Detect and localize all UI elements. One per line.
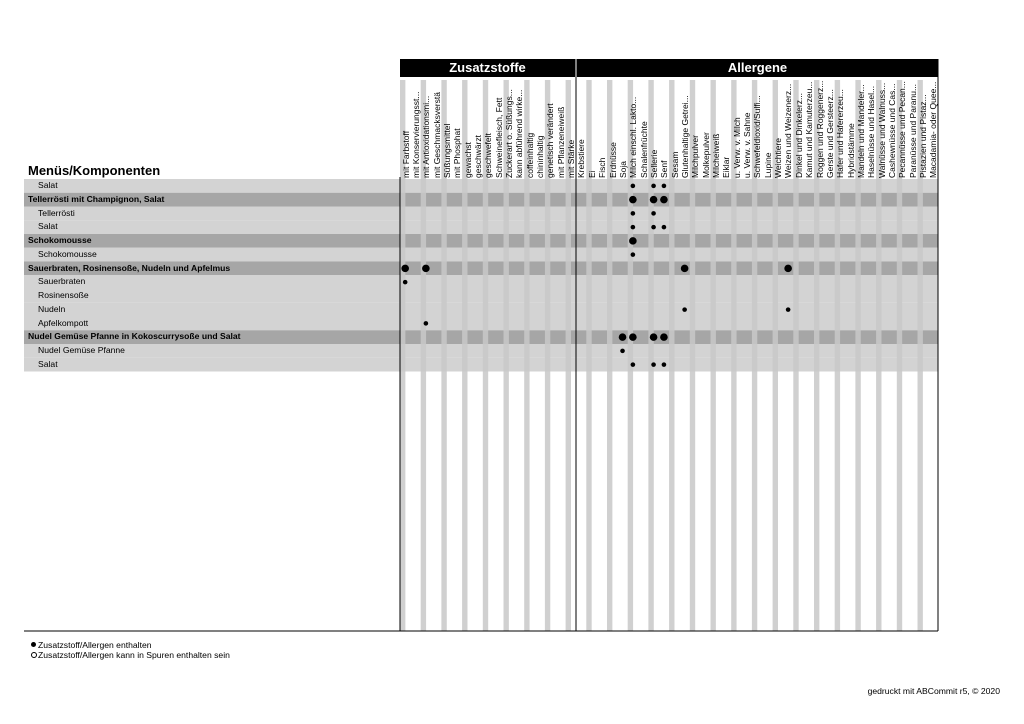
component-row-label: Sauerbraten	[38, 276, 86, 287]
column-header: mit Stärke	[566, 139, 577, 178]
column-header: kann abführend wirke...	[514, 89, 525, 178]
allergen-dot	[424, 321, 429, 326]
column-header: mit Farbstoff	[400, 130, 411, 178]
row-band	[24, 234, 938, 248]
column-header: Weichtiere	[773, 138, 784, 178]
column-header: Dinkel und Dinkelerz...	[793, 92, 804, 178]
column-header: Gerste und Gersteerz...	[824, 89, 835, 178]
filled-dot-icon	[31, 642, 36, 647]
column-header: Senf	[659, 160, 670, 178]
allergen-dot	[786, 307, 791, 312]
allergen-dot	[422, 265, 430, 273]
legend-open	[38, 650, 230, 660]
component-row-label: Salat	[38, 358, 58, 369]
column-header: Sellerie	[648, 149, 659, 178]
column-header: Weizen und Weizenerz...	[783, 83, 794, 178]
row-band	[24, 220, 938, 234]
row-band	[24, 303, 938, 317]
column-header: Pistazien und Pistaz...	[918, 94, 928, 178]
component-row-label: Schokomousse	[38, 248, 97, 259]
legend-open-text: Zusatzstoff/Allergen kann in Spuren enthalten sein	[38, 650, 230, 660]
allergen-dot	[784, 265, 792, 273]
allergen-dot	[629, 333, 637, 341]
allergen-dot	[660, 196, 668, 204]
component-row-label: Tellerrösti	[38, 207, 75, 218]
row-band	[24, 289, 938, 303]
column-header: Krebstiere	[576, 139, 587, 178]
menu-row-label: Nudel Gemüse Pfanne in Kokoscurrysoße und Salat	[28, 331, 241, 342]
column-header: Kamut und Kamuterzeu...	[804, 81, 815, 178]
column-header: geschwefelt	[483, 133, 494, 178]
column-header: Erdnüsse	[607, 142, 618, 178]
allergen-dot	[620, 349, 625, 354]
page-title: Menüs/Komponenten	[28, 163, 161, 178]
allergen-dot	[651, 184, 656, 189]
allergen-dot	[651, 225, 656, 230]
allergen-dot	[662, 225, 667, 230]
allergen-dot	[662, 184, 667, 189]
column-header: mit Geschmacksverstä	[431, 92, 442, 178]
column-header: Haselnüsse und Hasel...	[866, 85, 877, 178]
menu-row-label: Tellerrösti mit Champignon, Salat	[28, 193, 165, 204]
allergen-dot	[651, 211, 656, 216]
column-header: geschwärzt	[472, 135, 483, 178]
column-header: genetisch verändert	[545, 103, 556, 178]
column-header: Soja	[617, 160, 628, 178]
allergen-dot	[650, 196, 658, 204]
column-header: Pecannüsse und Pecan...	[897, 81, 908, 178]
row-band	[24, 358, 938, 372]
allergen-dot	[631, 211, 636, 216]
column-header: Fisch	[597, 157, 608, 178]
component-row-label: Nudel Gemüse Pfanne	[38, 345, 125, 355]
header-additives: Zusatzstoffe	[400, 59, 575, 77]
column-header: Roggen und Roggenerz...	[814, 80, 825, 178]
allergen-dot	[651, 362, 656, 367]
column-header: mit Phosphat	[452, 128, 463, 178]
column-header: u. Verw. v. Sahne	[742, 112, 753, 178]
allergen-dot	[629, 237, 637, 245]
menu-row-label: Sauerbraten, Rosinensoße, Nudeln und Apfelmus	[28, 262, 231, 273]
column-header: Lupine	[762, 152, 773, 178]
column-header: Macadamia- oder Quee...	[928, 81, 939, 178]
column-header: Sesam	[669, 151, 680, 178]
row-band	[24, 248, 938, 262]
column-header: mit Antioxidationsmi...	[421, 95, 432, 178]
legend-filled	[38, 640, 152, 650]
allergen-dot	[631, 184, 636, 189]
menu-row-label: Schokomousse	[28, 235, 92, 245]
column-header: Glutenhaltige Getrei...	[679, 95, 690, 178]
allergen-dot	[629, 196, 637, 204]
open-dot-icon	[31, 652, 37, 658]
column-header: Cashewnüsse und Cas...	[886, 83, 897, 178]
allergen-dot	[650, 333, 658, 341]
allergen-dot	[681, 265, 689, 273]
print-footer: gedruckt mit ABCommit r5, © 2020	[867, 686, 1000, 696]
column-header: Schweinefleisch, Fett	[493, 97, 504, 178]
column-header: Milcheiweiß	[711, 133, 721, 178]
allergen-dot	[403, 280, 408, 285]
column-header: Paranüsse und Paranu...	[907, 83, 918, 178]
legend-filled-text: Zusatzstoff/Allergen enthalten	[38, 640, 152, 650]
column-header: Hafer und Hafererzeu...	[835, 89, 846, 178]
column-header: Süßungsmittel	[441, 123, 452, 178]
component-row-label: Apfelkompott	[38, 317, 89, 328]
row-band	[24, 317, 938, 331]
header-allergens: Allergene	[577, 59, 938, 77]
column-header: Hybridstämme	[845, 123, 856, 178]
allergen-dot	[682, 307, 687, 312]
allergen-dot	[660, 333, 668, 341]
row-band	[24, 207, 938, 221]
allergen-dot	[631, 225, 636, 230]
column-header: Milch einschl. Lakto...	[628, 96, 639, 178]
allergen-dot	[631, 362, 636, 367]
row-band	[24, 275, 938, 289]
column-header: gewachst	[462, 142, 473, 178]
column-header: chininhaltig	[535, 135, 546, 178]
component-row-label: Salat	[38, 221, 58, 232]
column-header: u. Verw. v. Milch	[731, 117, 742, 178]
column-header: Milchpulver	[690, 135, 701, 178]
component-row-label: Salat	[38, 180, 58, 190]
allergen-dot	[662, 362, 667, 367]
column-header: Schalenfrüchte	[638, 121, 649, 178]
row-band	[24, 179, 938, 193]
column-header: Zuckerart o. Süßungs...	[504, 89, 514, 178]
allergen-dot	[401, 265, 409, 273]
column-header: mit Pflanzeneiweiß	[555, 106, 566, 178]
column-header: Mandeln und Mandeler...	[855, 84, 866, 178]
component-row-label: Rosinensoße	[38, 290, 89, 300]
column-header: coffeinhaltig	[524, 132, 535, 178]
allergen-dot	[619, 333, 627, 341]
column-header: Eiklar	[721, 156, 732, 178]
component-row-label: Nudeln	[38, 303, 66, 314]
column-header: Walnüsse und Walnuss...	[876, 82, 887, 178]
column-header: Schwefeldioxid/Sulfi...	[752, 95, 763, 178]
row-band	[24, 344, 938, 358]
allergen-dot	[631, 252, 636, 257]
column-header: Ei	[586, 170, 597, 178]
column-header: Molkepulver	[700, 132, 711, 178]
column-header: mit Konservierungsst...	[410, 91, 421, 178]
